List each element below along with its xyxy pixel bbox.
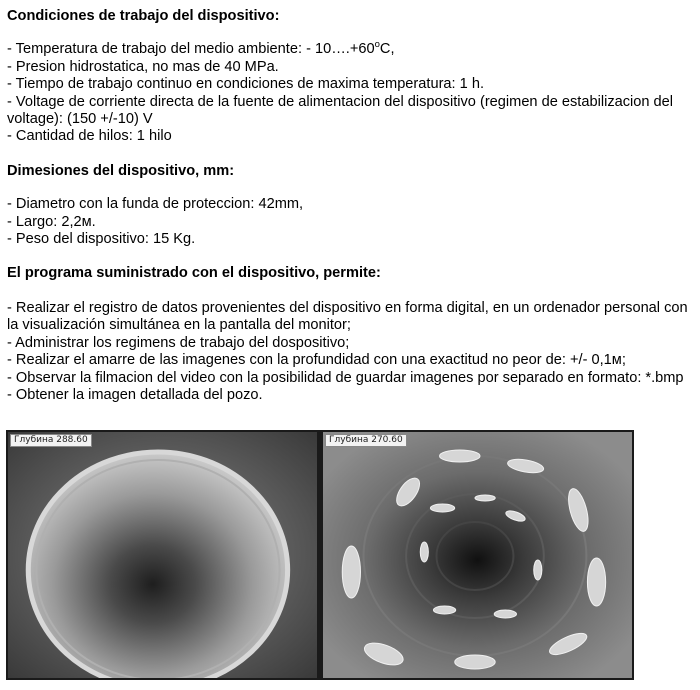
- list-item: - Diametro con la funda de proteccion: 42mm,: [7, 196, 304, 213]
- list-item: - Peso del dispositivo: 15 Kg.: [7, 231, 196, 248]
- dimensions-list: [7, 196, 695, 248]
- section-title-conditions: Condiciones de trabajo del dispositivo:: [7, 8, 280, 24]
- list-item: - Realizar el registro de datos provenientes del dispositivo en forma digital, en un ordenador personal con la visualización simultánea en la pantalla del monitor;: [7, 299, 688, 334]
- list-item: - Realizar el amarre de las imagenes con la profundidad con una exactitud no peor de: +/- 0,1м;: [7, 352, 626, 369]
- borehole-image-round: [8, 432, 317, 678]
- section-title-software: El programa suministrado con el dispositivo, permite:: [7, 265, 381, 282]
- depth-label: Глубина 288.60: [10, 434, 92, 447]
- document: [7, 8, 695, 404]
- software-section: [7, 265, 695, 404]
- borehole-photo-left: [8, 432, 317, 678]
- software-list: [7, 300, 695, 404]
- list-item: - Largo: 2,2м.: [7, 213, 96, 230]
- list-item: - Administrar los regimens de trabajo del dospositivo;: [7, 334, 350, 351]
- borehole-photo-right: [323, 432, 632, 678]
- borehole-image-perforated: [323, 432, 632, 678]
- list-item: - Obtener la imagen detallada del pozo.: [7, 386, 263, 403]
- list-item: - Tiempo de trabajo continuo en condiciones de maxima temperatura: 1 h.: [7, 76, 484, 93]
- borehole-photos: [6, 430, 634, 680]
- list-item: - Presion hidrostatica, no mas de 40 MPa.: [7, 58, 279, 75]
- list-item: - Cantidad de hilos: 1 hilo: [7, 128, 172, 145]
- section-title-dimensions: Dimesiones del dispositivo, mm:: [7, 162, 235, 179]
- list-item-temperature: - Temperatura de trabajo del medio ambiente: - $10\dots.+60^oC$,: [7, 39, 395, 58]
- conditions-list: [7, 41, 695, 145]
- list-item: - Observar la filmacion del video con la posibilidad de guardar imagenes por separado en formato: *.bmp: [7, 369, 684, 386]
- working-conditions-section: [7, 8, 695, 146]
- list-item: - Voltage de corriente directa de la fuente de alimentacion del dispositivo (regimen de estabilizacion del voltage): (150 +/-10) V: [7, 93, 674, 128]
- dimensions-section: [7, 163, 695, 249]
- depth-label: Глубина 270.60: [325, 434, 407, 447]
